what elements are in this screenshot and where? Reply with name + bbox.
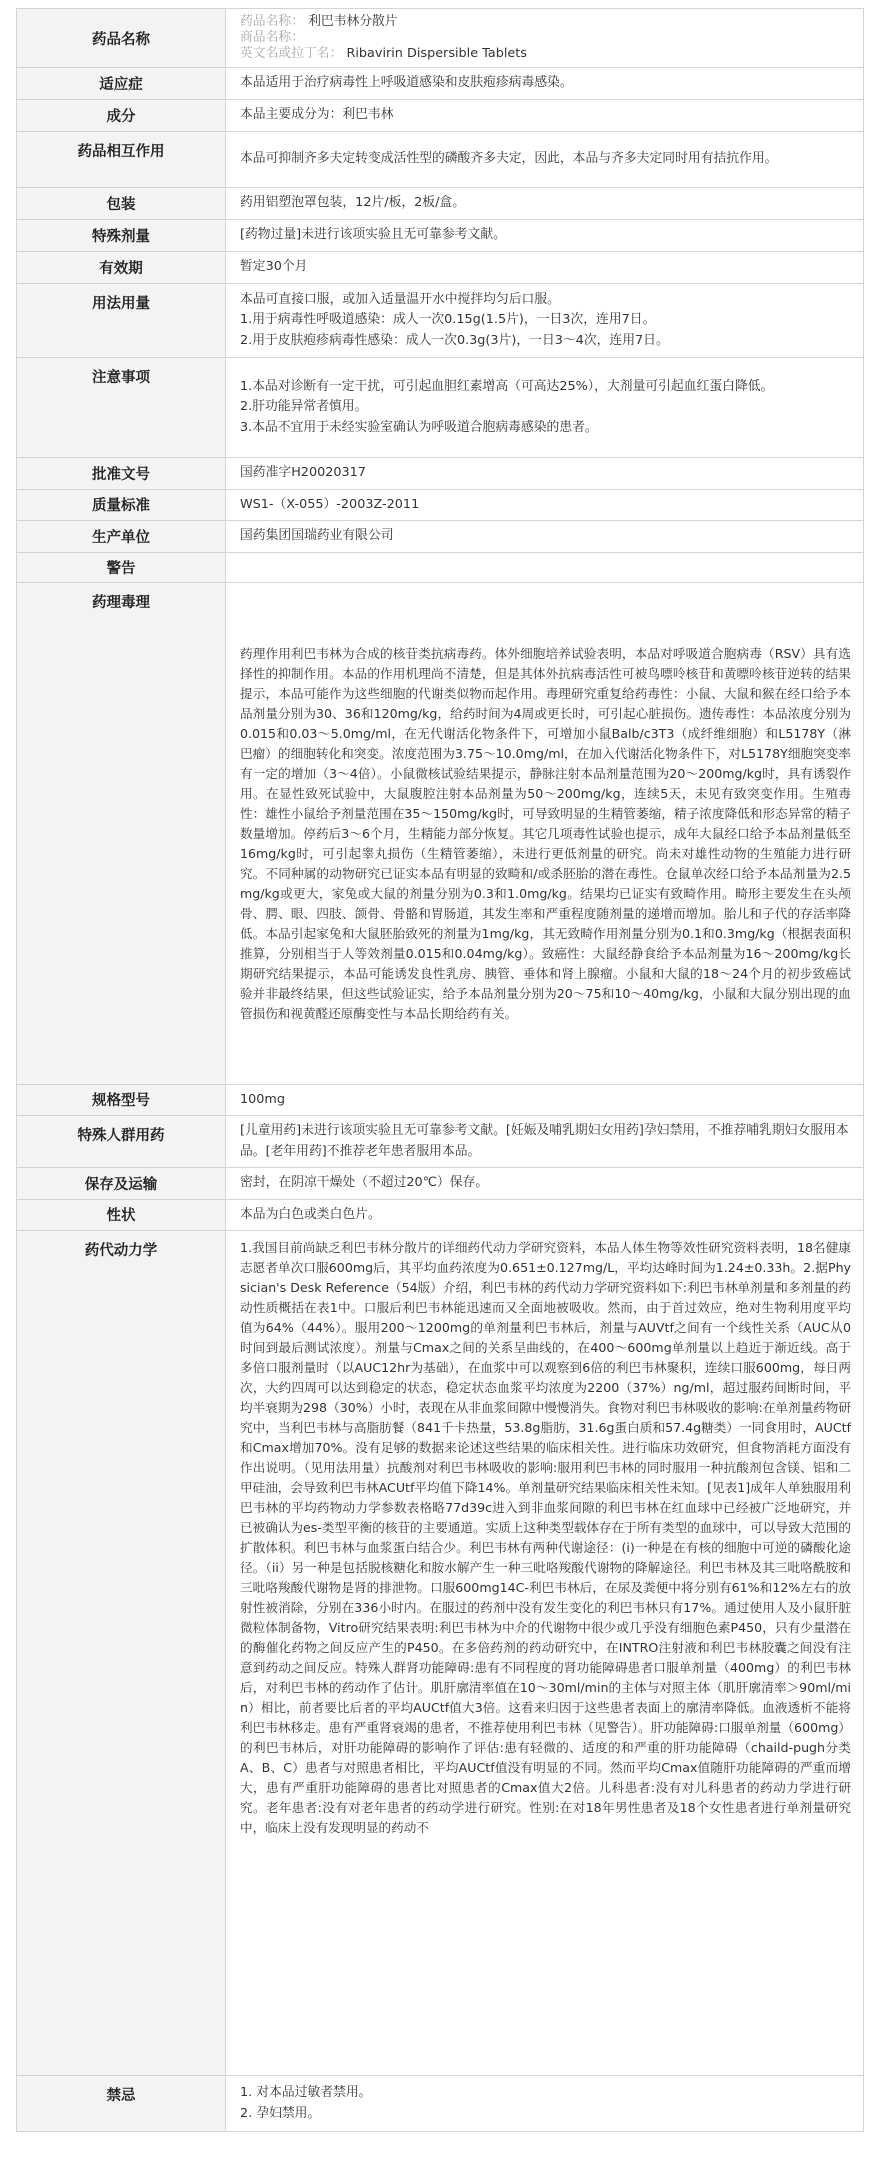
label-manufacturer: 生产单位 — [17, 521, 226, 553]
value-usage — [226, 283, 864, 358]
value-precautions — [226, 358, 864, 458]
usage-line: 2.用于皮肤疱疹病毒性感染：成人一次0.3g(3片)，一日3～4次，连用7日。 — [240, 332, 669, 348]
label-usage: 用法用量 — [17, 283, 226, 358]
row-manufacturer — [17, 521, 864, 553]
row-pharmacokinetics — [17, 1231, 864, 2076]
label-ingredients: 成分 — [17, 100, 226, 132]
label-precautions: 注意事项 — [17, 358, 226, 458]
value-appearance: 本品为白色或类白色片。 — [226, 1199, 864, 1231]
row-special-population — [17, 1116, 864, 1168]
usage-line: 本品可直接口服，或加入适量温开水中搅拌均匀后口服。 — [240, 291, 560, 307]
label-warning: 警告 — [17, 552, 226, 582]
value-indication: 本品适用于治疗病毒性上呼吸道感染和皮肤疱疹病毒感染。 — [226, 68, 864, 100]
row-warning — [17, 552, 864, 582]
label-validity: 有效期 — [17, 252, 226, 284]
label-spec: 规格型号 — [17, 1084, 226, 1116]
row-validity — [17, 252, 864, 284]
label-interaction: 药品相互作用 — [17, 132, 226, 188]
value-ingredients: 本品主要成分为：利巴韦林 — [226, 100, 864, 132]
row-contraindications — [17, 2076, 864, 2132]
label-package: 包装 — [17, 188, 226, 220]
row-storage — [17, 1168, 864, 1200]
row-ingredients — [17, 100, 864, 132]
label-special-population: 特殊人群用药 — [17, 1116, 226, 1168]
label-standard: 质量标准 — [17, 489, 226, 521]
value-contraindications — [226, 2076, 864, 2132]
row-standard — [17, 489, 864, 521]
pharmacokinetics-text: 1.我国目前尚缺乏利巴韦林分散片的详细药代动力学研究资料，本品人体生物等效性研究资料表明，18名健康志愿者单次口服600mg后，其平均血药浓度为0.651±0.127mg/L，平均达峰时间为1.24±0.33h。2.据Physician's Desk Reference（54版）介绍，利巴韦林的药代动力学研究资料如下:利巴韦林单剂量和多剂量的药动性质概括在表1中。口服后利巴韦林能迅速而又全面地被吸收。然而，由于首过效应，绝对生物利用度平均值为64%（44%）。服用200～1200mg的单剂量利巴韦林后，剂量与AUVtf之间有一个线性关系（AUC从0时间到最后测试浓度）。剂量与Cmax之间的关系呈曲线的，在400～600mg单剂量以上趋近于渐近线。高于多倍口服剂量时（以AUC12hr为基础），在血浆中可以观察到6倍的利巴韦林聚积，连续口服600mg，每日两次，大约四周可以达到稳定的状态，稳定状态血浆平均浓度为2200（37%）ng/ml，超过服药间断时间，平均半衰期为298（30%）小时，表现在从非血浆间隙中慢慢消失。食物对利巴韦林吸收的影响:在单剂量药物研究中，当利巴韦林与高脂肪餐（841千卡热量，53.8g脂肪，31.6g蛋白质和57.4g糖类）一同食用时，AUCtf和Cmax增加70%。没有足够的数据来论述这些结果的临床相关性。进行临床功效研究，但食物消耗方面没有作出说明。（见用法用量）抗酸剂对利巴韦林吸收的影响:服用利巴韦林的同时服用一种抗酸剂包含镁、铝和二甲硅油，会导致利巴韦林ACUtf平均值下降14%。单剂量研究结果临床相关性未知。[见表1]成年人单独服用利巴韦林的平均药物动力学参数表格略77d39c进入到非血浆间隙的利巴韦林在红血球中已经被广泛地研究，并已被确认为es-类型平衡的核苷的主要通道。实质上这种类型载体存在于所有类型的血球中，可以导致大范围的扩散体积。利巴韦林与血浆蛋白结合少。利巴韦林有两种代谢途径：(i)一种是在有核的细胞中可逆的磷酸化途径。（ii）另一种是包括脱核糖化和胺水解产生一种三吡咯羧酸代谢物的降解途径。利巴韦林及其三吡咯酰胺和三吡咯羧酸代谢物是肾的排泄物。口服600mg14C-利巴韦林后，在尿及粪便中将分别有61%和12%左右的放射性被消除，分别在336小时内。在服过的药剂中没有发生变化的利巴韦林只有17%。通过使用人及小鼠肝脏微粒体制备物，Vitro研究结果表明:利巴韦林为中介的代谢物中很少或几乎没有细胞色素P450，只有少量潜在的酶催化药物之间反应产生的P450。在多倍药剂的药动研究中，在INTRO注射液和利巴韦林胶囊之间没有注意到药动之间反应。特殊人群肾功能障碍:患有不同程度的肾功能障碍患者口服单剂量（400mg）的利巴韦林后，对利巴韦林的药动作了估计。肌肝廓清率值在10～30ml/min的主体与对照主体（肌肝廓清率＞90ml/min）相比，前者要比后者的平均AUCtf值大3倍。这看来归因于这些患者表面上的廓清率降低。血液透析不能将利巴韦林移走。患有严重肾衰竭的患者，不推荐使用利巴韦林（见警告）。肝功能障碍:口服单剂量（600mg）的利巴韦林后，对肝功能障碍的影响作了评估:患有轻微的、适度的和严重的肝功能障碍（chaild-pugh分类A、B、C）患者与对照患者相比，平均AUCtf值没有明显的不同。然而平均Cmax值随肝功能障碍的严重而增大，患有严重肝功能障碍的患者比对照患者的Cmax值大2倍。儿科患者:没有对儿科患者的药动力学进行研究。老年患者:没有对老年患者的药动学进行研究。性别:在对18年男性患者及18个女性患者进行单剂量研究中，临床上没有发现明显的药动不 — [240, 1240, 851, 1835]
value-warning — [226, 552, 864, 582]
row-drug-name — [17, 9, 864, 68]
row-appearance — [17, 1199, 864, 1231]
label-pharmacology: 药理毒理 — [17, 582, 226, 1084]
trade-name-prefix: 商品名称： — [240, 30, 304, 45]
contraindication-line: 2. 孕妇禁用。 — [240, 2105, 321, 2121]
value-pharmacokinetics — [226, 1231, 864, 2076]
label-indication: 适应症 — [17, 68, 226, 100]
value-validity: 暂定30个月 — [226, 252, 864, 284]
english-name: Ribavirin Dispersible Tablets — [346, 46, 527, 61]
label-contraindications: 禁忌 — [17, 2076, 226, 2132]
value-storage: 密封，在阴凉干燥处（不超过20℃）保存。 — [226, 1168, 864, 1200]
row-special-dose — [17, 220, 864, 252]
precaution-line: 2.肝功能异常者慎用。 — [240, 399, 368, 415]
row-usage — [17, 283, 864, 358]
label-appearance: 性状 — [17, 1199, 226, 1231]
generic-name: 利巴韦林分散片 — [308, 14, 398, 29]
precaution-line: 1.本品对诊断有一定干扰，可引起血胆红素增高（可高达25%），大剂量可引起血红蛋白降低。 — [240, 378, 774, 394]
value-spec: 100mg — [226, 1084, 864, 1116]
value-drug-name — [226, 9, 864, 68]
row-package — [17, 188, 864, 220]
value-manufacturer: 国药集团国瑞药业有限公司 — [226, 521, 864, 553]
value-package: 药用铝塑泡罩包装，12片/板，2板/盒。 — [226, 188, 864, 220]
label-special-dose: 特殊剂量 — [17, 220, 226, 252]
label-storage: 保存及运输 — [17, 1168, 226, 1200]
row-indication — [17, 68, 864, 100]
row-interaction — [17, 132, 864, 188]
value-interaction: 本品可抑制齐多夫定转变成活性型的磷酸齐多夫定，因此，本品与齐多夫定同时用有拮抗作用。 — [226, 132, 864, 188]
precaution-line: 3.本品不宜用于未经实验室确认为呼吸道合胞病毒感染的患者。 — [240, 419, 598, 435]
label-approval: 批准文号 — [17, 458, 226, 490]
row-precautions — [17, 358, 864, 458]
contraindication-line: 1. 对本品过敏者禁用。 — [240, 2085, 372, 2100]
value-approval: 国药准字H20020317 — [226, 458, 864, 490]
usage-line: 1.用于病毒性呼吸道感染：成人一次0.15g(1.5片)，一日3次，连用7日。 — [240, 312, 656, 327]
pharmacology-text: 药理作用利巴韦林为合成的核苷类抗病毒药。体外细胞培养试验表明，本品对呼吸道合胞病毒（RSV）具有选择性的抑制作用。本品的作用机理尚不清楚，但是其体外抗病毒活性可被鸟嘌呤核苷和黄嘌呤核苷逆转的结果提示，本品可能作为这些细胞的代谢类似物而起作用。毒理研究重复给药毒性：小鼠、大鼠和猴在经口给予本品剂量分别为30、36和120mg/kg，给药时间为4周或更长时，可引起心脏损伤。遗传毒性：本品浓度分别为0.015和0.03～5.0mg/ml，在无代谢活化物条件下，可增加小鼠Balb/c3T3（成纤维细胞）和L5178Y（淋巴瘤）的细胞转化和突变。浓度范围为3.75～10.0mg/ml，在加入代谢活化物条件下，对L5178Y细胞突变率有一定的增加（3～4倍）。小鼠微核试验结果提示，静脉注射本品剂量范围为20～200mg/kg时，具有诱裂作用。在显性致死试验中，大鼠腹腔注射本品剂量为50～200mg/kg，连续5天，未见有致突变作用。生殖毒性：雄性小鼠给予剂量范围在35～150mg/kg时，可导致明显的生精管萎缩，精子浓度降低和形态异常的精子数量增加。停药后3～6个月，生精能力部分恢复。其它几项毒性试验也提示，成年大鼠经口给予本品剂量低至16mg/kg时，可引起睾丸损伤（生精管萎缩），未进行更低剂量的研究。尚未对雄性动物的生殖能力进行研究。不同种属的动物研究已证实本品有明显的致畸和/或杀胚胎的潜在毒性。仓鼠单次经口给予本品剂量为2.5mg/kg或更大，家兔或大鼠的剂量分别为0.3和1.0mg/kg。结果均已证实有致畸作用。畸形主要发生在头颅骨、腭、眼、四肢、颌骨、骨骼和胃肠道，其发生率和严重程度随剂量的递增而增加。胎儿和子代的存活率降低。本品引起家兔和大鼠胚胎致死的剂量为1mg/kg，其无致畸作用剂量分别为0.1和0.3mg/kg（根据表面积推算，分别相当于人等效剂量0.015和0.04mg/kg）。致癌性：大鼠经静食给予本品剂量为16～200mg/kg长期研究结果提示，本品可能诱发良性乳房、胰管、垂体和肾上腺瘤。小鼠和大鼠的18～24个月的初步致癌试验并非最终结果，但这些试验证实，给予本品剂量分别为20～75和10～40mg/kg，小鼠和大鼠分别出现的血管损伤和视黄醛还原酶变性与本品长期给药有关。 — [240, 645, 851, 1021]
value-standard: WS1-（X-055）-2003Z-2011 — [226, 489, 864, 521]
label-drug-name: 药品名称 — [17, 9, 226, 68]
english-name-prefix: 英文名或拉丁名： — [240, 46, 343, 61]
row-spec — [17, 1084, 864, 1116]
row-approval — [17, 458, 864, 490]
value-special-dose: [药物过量]未进行该项实验且无可靠参考文献。 — [226, 220, 864, 252]
drug-info-table — [16, 8, 864, 2132]
label-pharmacokinetics: 药代动力学 — [17, 1231, 226, 2076]
value-pharmacology — [226, 582, 864, 1084]
row-pharmacology — [17, 582, 864, 1084]
generic-name-prefix: 药品名称： — [240, 14, 304, 29]
value-special-population: [儿童用药]未进行该项实验且无可靠参考文献。[妊娠及哺乳期妇女用药]孕妇禁用，不推荐哺乳期妇女服用本品。[老年用药]不推荐老年患者服用本品。 — [226, 1116, 864, 1168]
